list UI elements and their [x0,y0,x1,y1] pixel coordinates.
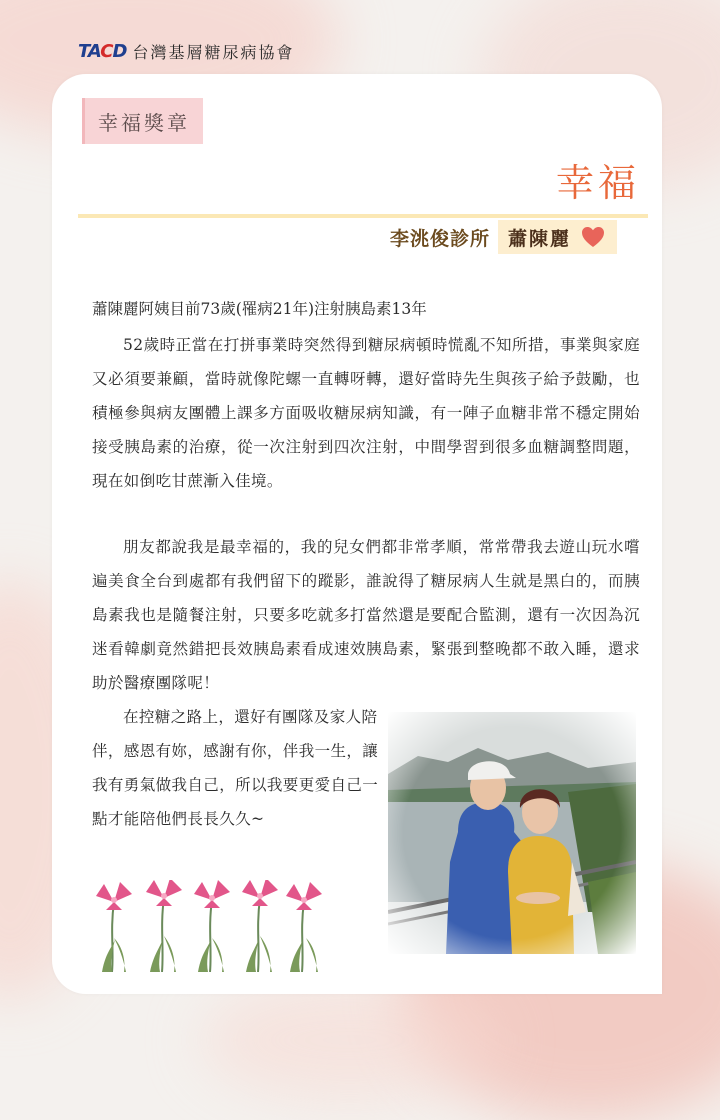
paragraph-1: 52歲時正當在打拼事業時突然得到糖尿病頓時慌亂不知所措，事業與家庭又必須要兼顧，當時就像陀螺一直轉呀轉，還好當時先生與孩子給予鼓勵，也積極參與病友團體上課多方面吸收糖尿病知識，有一陣子血糖非常不穩定開始接受胰島素的治療，從一次注射到四次注射，中間學習到很多血糖調整問題，現在如倒吃甘蔗漸入佳境。 [92,336,640,490]
author-badge [498,220,617,254]
title-divider [78,214,648,218]
section-label: 幸福獎章 [82,98,203,144]
article-title: 幸福 [555,161,640,205]
paragraph-3: 在控糖之路上，還好有團隊及家人陪伴，感恩有妳，感謝有你，伴我一生，讓我有勇氣做我自己，所以我要更愛自己一點才能陪他們長長久久~ [92,708,379,828]
header [78,38,294,64]
intro-line: 蕭陳麗阿姨目前73歲(罹病21年)注射胰島素13年 [92,300,427,318]
heart-icon [581,226,605,248]
byline [390,220,617,254]
watercolor-wash [200,980,500,1100]
clinic-name: 李洮俊診所 [390,227,491,250]
paragraph-2: 朋友都說我是最幸福的，我的兒女們都非常孝順，常常帶我去遊山玩水嚐遍美食全台到處都有我們留下的蹤影，誰說得了糖尿病人生就是黑白的，而胰島素我也是隨餐注射，只要多吃就多打當然還是要配合監測，還有一次因為沉迷看韓劇竟然錯把長效胰島素看成速效胰島素，緊張到整晚都不敢入睡，還求助於醫療團隊呢！ [92,538,640,692]
photo [388,712,636,954]
flower-illustration [92,880,332,972]
association-logo: TACD [78,40,127,62]
organization-name: 台灣基層糖尿病協會 [132,42,295,62]
author-name: 蕭陳麗 [508,227,572,250]
